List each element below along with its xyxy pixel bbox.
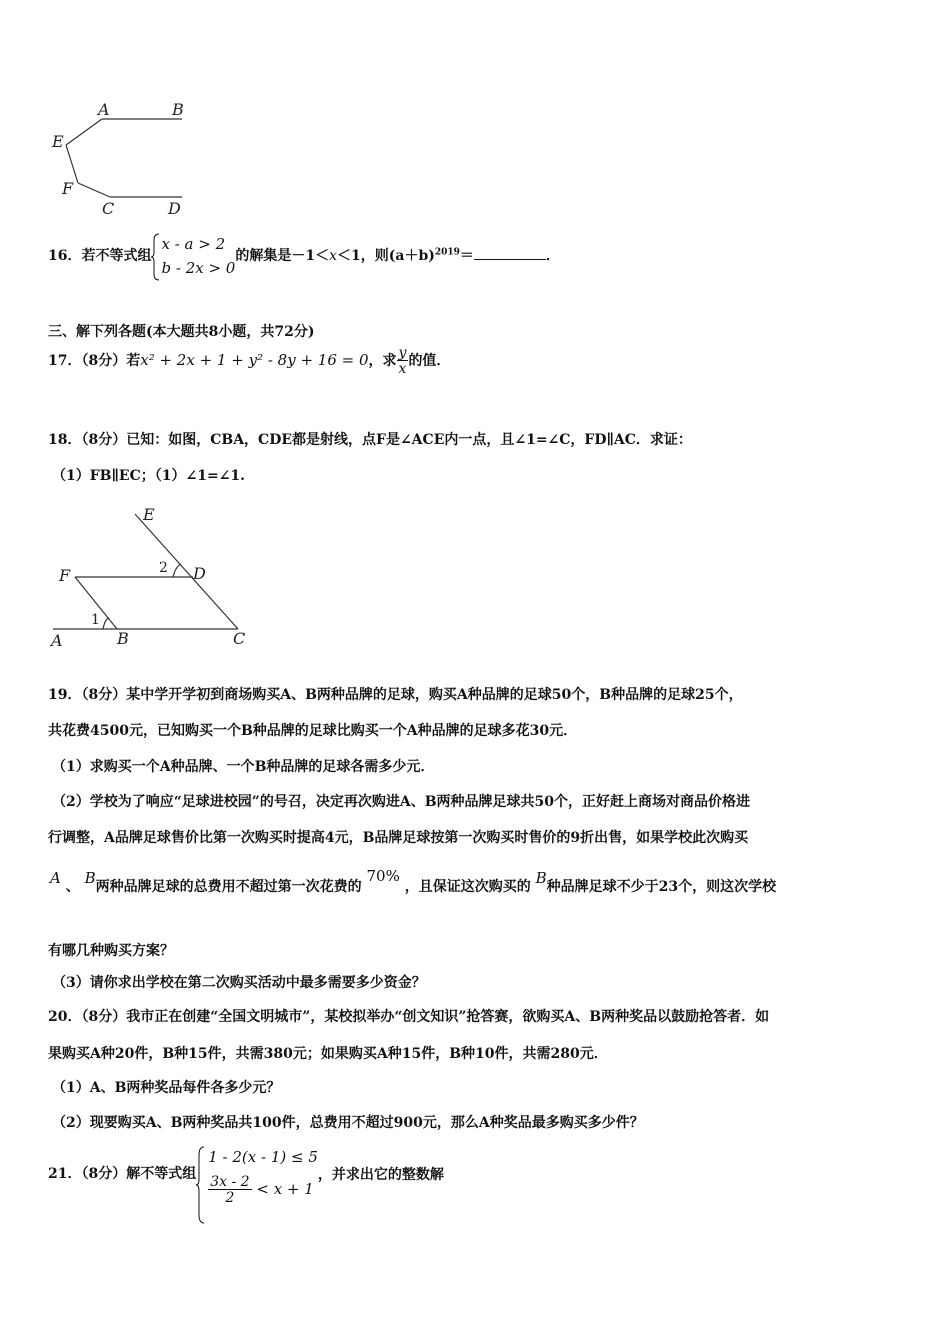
q19-line3: （1）求购买一个A种品牌、一个B种品牌的足球各需多少元． [52, 759, 435, 775]
q20-line2: 果购买A种20件，B种15件，共需380元；如果购买A种15件，B种10件，共需280元． [48, 1046, 608, 1062]
q21-post: ，并求出它的整数解 [317, 1167, 444, 1183]
q16-answer-blank [474, 245, 546, 260]
q21-system [196, 1145, 318, 1205]
q21-fraction [208, 1175, 251, 1205]
q19-l6-pct: 70% [366, 867, 400, 885]
segment-ae [66, 119, 102, 145]
q19-l6-b2: B [535, 869, 547, 887]
label-a: A [51, 631, 63, 650]
q16-end: ． [545, 248, 560, 264]
q19-line2: 共花费4500元，已知购买一个B种品牌的足球比购买一个A种品牌的足球多花30元． [48, 723, 578, 739]
segment-ef [66, 145, 78, 183]
q16-expr: (a＋b) [388, 248, 435, 264]
q17-frac-den: x [397, 360, 409, 376]
label-d: D [193, 564, 206, 583]
q20-line3: （1）A、B两种奖品每件各多少元？ [52, 1080, 281, 1096]
q18-line1: 18．（8分）已知：如图，CBA，CDE都是射线，点F是∠ACE内一点，且∠1=∠C，FD∥AC．求证： [48, 432, 692, 448]
q16-exponent: 2019 [434, 247, 460, 258]
q16-post2: ＜1，则 [337, 248, 389, 264]
figure-1 [40, 95, 200, 225]
segment-fc [78, 183, 110, 197]
label-c: C [102, 199, 115, 218]
q17-equation: x² + 2x + 1 + y² - 8y + 16 = 0 [140, 351, 369, 369]
label-c: C [233, 629, 246, 648]
q21-row1: 1 - 2(x - 1) ≤ 5 [208, 1148, 318, 1166]
label-e: E [143, 505, 155, 524]
question-17 [48, 346, 450, 376]
q19-l6-b: B [84, 869, 96, 887]
q17-mid: ，求 [368, 353, 397, 369]
angle-1-arc [103, 618, 109, 629]
q18-line2: （1）FB∥EC；（1）∠1=∠1. [52, 468, 246, 484]
label-d: D [168, 199, 181, 218]
label-a: A [98, 100, 110, 119]
left-brace-icon [151, 232, 161, 282]
q21-pre: 21．（8分）解不等式组 [48, 1166, 197, 1182]
q16-post: 的解集是－1＜ [235, 248, 330, 264]
label-f: F [59, 566, 71, 585]
q19-line7: 有哪几种购买方案？ [48, 943, 174, 959]
left-brace-icon [196, 1145, 206, 1225]
q16-eq: ＝ [459, 248, 474, 264]
q16-pre: 若不等式组 [81, 248, 152, 264]
question-16 [48, 232, 560, 280]
q16-number: 16． [48, 248, 82, 264]
angle-2-arc [173, 564, 181, 577]
section-3-title: 三、解下列各题(本大题共8小题，共72分) [48, 324, 315, 340]
q19-l6-text3: 种品牌足球不少于23个，则这次学校 [546, 879, 777, 895]
q17-fraction [397, 346, 409, 376]
question-21 [48, 1145, 444, 1205]
q17-end: 的值． [408, 353, 451, 369]
q19-l6-a: A [50, 869, 61, 887]
q21-frac-num: 3x - 2 [210, 1174, 250, 1190]
q20-line4: （2）现要购买A、B两种奖品共100件，总费用不超过900元，那么A种奖品最多购买多少件？ [52, 1115, 644, 1131]
label-b: B [117, 629, 129, 648]
label-e: E [52, 132, 64, 151]
q16-system [151, 232, 235, 280]
q21-row2 [208, 1175, 318, 1205]
q17-number: 17． [48, 353, 82, 369]
q19-line4: （2）学校为了响应“足球进校园”的号召，决定再次购进A、B两种品牌足球共50个，正好赶上商场对商品价格进 [52, 794, 751, 810]
q16-row2: b - 2x > 0 [161, 259, 236, 277]
q16-row1: x - a > 2 [161, 235, 226, 253]
q19-l6-text2: ，且保证这次购买的 [404, 879, 531, 895]
q19-line8: （3）请你求出学校在第二次购买活动中最多需要多少资金？ [52, 975, 426, 991]
figure-2 [45, 500, 265, 655]
label-b: B [172, 100, 184, 119]
label-angle-1: 1 [91, 612, 100, 628]
q17-score: （8分）若 [81, 353, 141, 369]
q19-line5: 行调整，A品牌足球售价比第一次购买时提高4元，B品牌足球按第一次购买时售价的9折出售，如果学校此次购买 [48, 830, 749, 846]
q20-line1: 20．（8分）我市正在创建“全国文明城市”，某校拟举办“创文知识”抢答赛，欲购买A、B两种奖品以鼓励抢答者．如 [48, 1009, 770, 1025]
q19-line1: 19．（8分）某中学开学初到商场购买A、B两种品牌的足球，购买A种品牌的足球50个，B种品牌的足球25个， [48, 687, 743, 703]
q16-x: x [329, 248, 337, 264]
q19-l6-text1: 两种品牌足球的总费用不超过第一次花费的 [95, 879, 362, 895]
q21-row2-tail: < x + 1 [256, 1180, 314, 1198]
label-angle-2: 2 [159, 560, 168, 576]
q19-l6-sep: 、 [65, 879, 80, 895]
ray-ce [135, 514, 238, 629]
q17-frac-num: y [398, 345, 407, 361]
q21-frac-den: 2 [208, 1189, 251, 1205]
q19-line6 [50, 867, 777, 896]
label-f: F [62, 179, 74, 198]
